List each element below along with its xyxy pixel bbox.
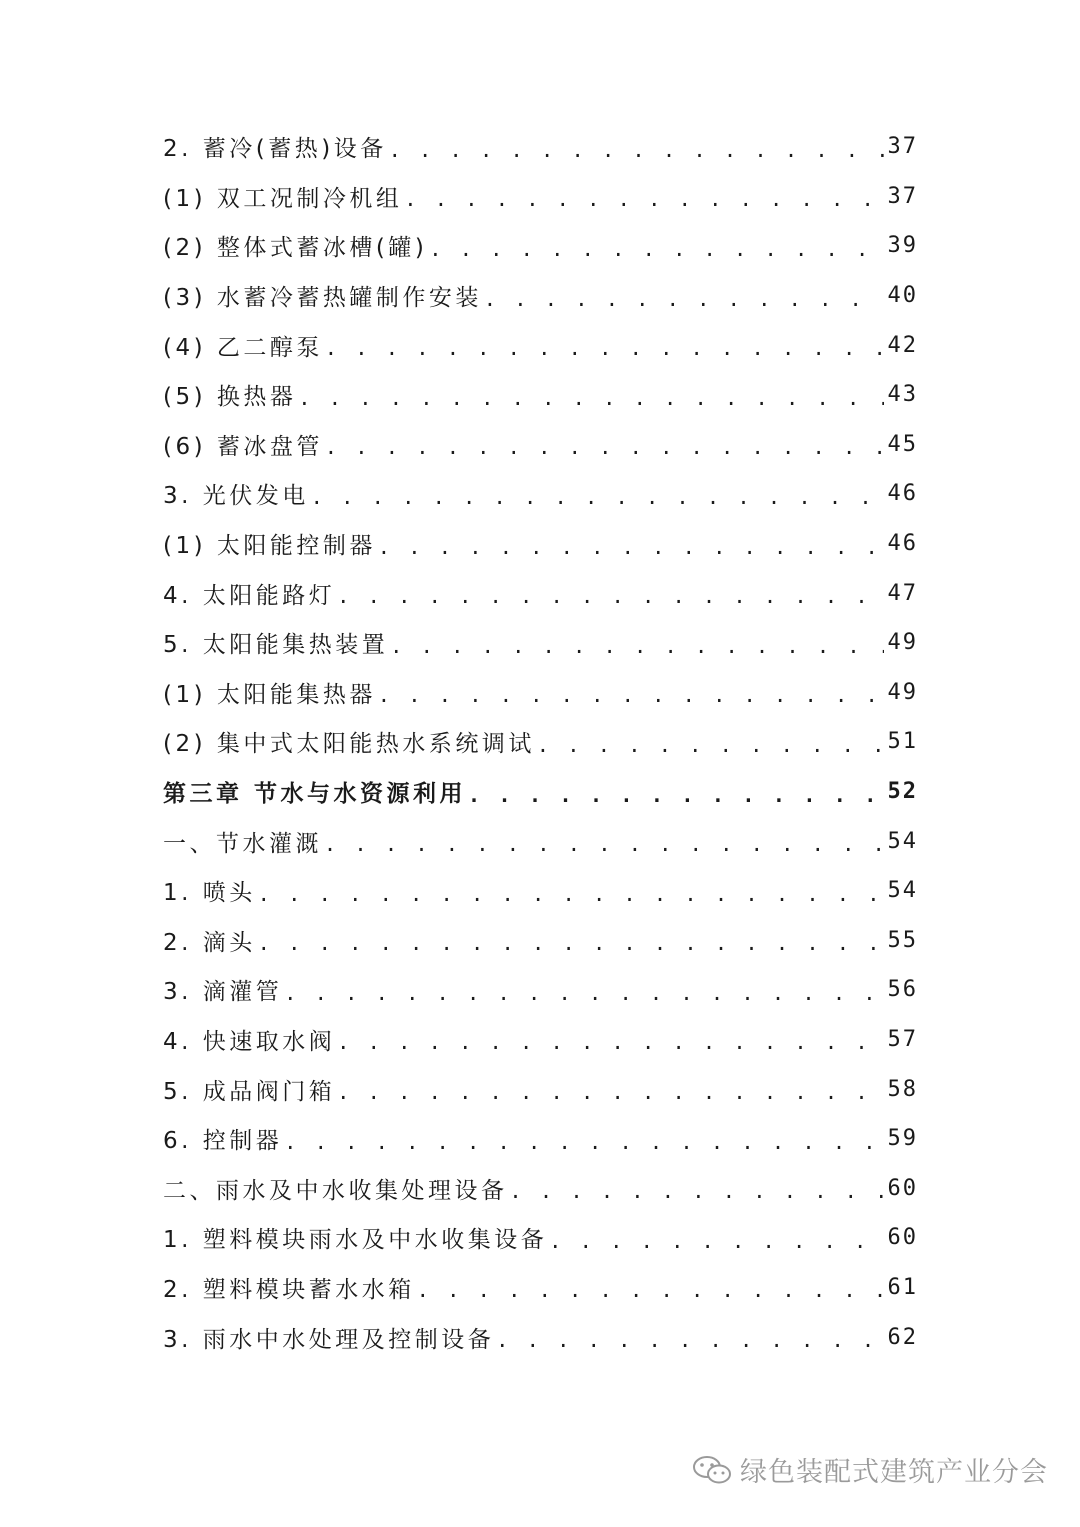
toc-page-number: 49 [887, 679, 918, 705]
toc-entry [163, 320, 918, 370]
toc-page-number: 52 [887, 779, 918, 805]
toc-page-number: 61 [887, 1274, 918, 1300]
dot-leader [496, 1328, 883, 1352]
dot-leader [537, 733, 884, 757]
dot-leader [389, 138, 884, 162]
toc-page-number: 46 [887, 481, 918, 507]
toc-page-number: 46 [887, 531, 918, 557]
toc-entry-title: 5. 成品阀门箱 [163, 1078, 336, 1105]
toc-entry [163, 1114, 918, 1164]
toc-page-number: 58 [887, 1076, 918, 1102]
dot-leader [468, 783, 883, 807]
toc-entry [163, 1213, 918, 1263]
dot-leader [324, 832, 884, 856]
toc-entry [163, 816, 918, 866]
toc-entry-title: (3) 水蓄冷蓄热罐制作安装 [163, 285, 482, 312]
toc-page-number: 57 [887, 1026, 918, 1052]
toc-page-number: 51 [887, 729, 918, 755]
dot-leader [549, 1229, 883, 1253]
toc-page-number: 37 [887, 134, 918, 160]
toc-entry-title: 6. 控制器 [163, 1128, 283, 1155]
dot-leader [404, 187, 883, 211]
toc-entry-title: 4. 快速取水阀 [163, 1028, 336, 1055]
toc-page-number: 60 [887, 1175, 918, 1201]
toc-page-number: 59 [887, 1126, 918, 1152]
toc-entry [163, 866, 918, 916]
watermark-text: 绿色装配式建筑产业分会 [740, 1457, 1048, 1488]
dot-leader [258, 931, 884, 955]
toc-entry-title: 第三章 节水与水资源利用 [163, 781, 467, 808]
toc-page-number: 56 [887, 977, 918, 1003]
toc-chapter-entry [163, 767, 918, 817]
toc-page-number: 42 [887, 332, 918, 358]
toc-entry-title: 5. 太阳能集热装置 [163, 632, 389, 659]
toc-entry-title: 一、节水灌溉 [163, 830, 322, 857]
toc-entry [163, 122, 918, 172]
toc-entry [163, 221, 918, 271]
toc-entry-title: 1. 塑料模块雨水及中水收集设备 [163, 1227, 548, 1254]
toc-entry-title: 2. 塑料模块蓄水水箱 [163, 1276, 415, 1303]
toc-entry [163, 1263, 918, 1313]
toc-entry-title: 2. 蓄冷(蓄热)设备 [163, 136, 387, 163]
wechat-icon [692, 1455, 732, 1485]
toc-entry-title: 3. 雨水中水处理及控制设备 [163, 1326, 495, 1353]
toc-page-number: 47 [887, 580, 918, 606]
toc-entry-title: (5) 换热器 [163, 384, 297, 411]
toc-entry-title: (1) 太阳能控制器 [163, 533, 376, 560]
toc-entry-title: 1. 喷头 [163, 880, 256, 907]
dot-leader [325, 435, 884, 459]
dot-leader [484, 287, 884, 311]
toc-entry [163, 1312, 918, 1362]
toc-entry-title: (1) 双工况制冷机组 [163, 185, 403, 212]
dot-leader [284, 981, 883, 1005]
dot-leader [337, 1080, 883, 1104]
toc-entry-title: 3. 滴灌管 [163, 979, 283, 1006]
dot-leader [337, 1030, 883, 1054]
toc-page-number: 43 [887, 382, 918, 408]
toc-page-number: 54 [887, 878, 918, 904]
toc-entry-title: (1) 太阳能集热器 [163, 681, 376, 708]
toc-entry [163, 370, 918, 420]
toc-entry-title: (6) 蓄冰盘管 [163, 433, 323, 460]
toc-entry [163, 1163, 918, 1213]
dot-leader [378, 535, 884, 559]
dot-leader [429, 237, 883, 261]
dot-leader [298, 386, 883, 410]
toc-entry [163, 172, 918, 222]
toc-page-number: 54 [887, 828, 918, 854]
toc-entry [163, 469, 918, 519]
toc-entry-title: (4) 乙二醇泵 [163, 334, 323, 361]
dot-leader [284, 1130, 883, 1154]
toc-page-number: 45 [887, 431, 918, 457]
dot-leader [325, 336, 884, 360]
toc-page-number: 60 [887, 1225, 918, 1251]
dot-leader [390, 634, 883, 658]
toc-page-number: 37 [887, 183, 918, 209]
toc-entry [163, 965, 918, 1015]
toc-entry-title: (2) 集中式太阳能热水系统调试 [163, 731, 535, 758]
toc-entry [163, 916, 918, 966]
toc-entry-title: 2. 滴头 [163, 929, 256, 956]
toc-entry [163, 618, 918, 668]
toc-page-number: 62 [887, 1324, 918, 1350]
toc-entry-title: (2) 整体式蓄冰槽(罐) [163, 235, 428, 262]
toc-entry-title: 二、雨水及中水收集处理设备 [163, 1177, 508, 1204]
dot-leader [311, 485, 884, 509]
dot-leader [258, 882, 884, 906]
toc-entry [163, 668, 918, 718]
toc-entry [163, 568, 918, 618]
toc-entry [163, 717, 918, 767]
watermark [692, 1450, 1048, 1489]
toc-entry [163, 1015, 918, 1065]
toc-entry-title: 4. 太阳能路灯 [163, 582, 336, 609]
dot-leader [378, 683, 884, 707]
table-of-contents [163, 122, 918, 1362]
toc-entry-title: 3. 光伏发电 [163, 483, 309, 510]
toc-entry [163, 271, 918, 321]
toc-page-number: 49 [887, 630, 918, 656]
dot-leader [337, 584, 883, 608]
toc-page-number: 39 [887, 233, 918, 259]
toc-entry [163, 1064, 918, 1114]
toc-entry [163, 420, 918, 470]
toc-page-number: 55 [887, 927, 918, 953]
toc-page-number: 40 [887, 283, 918, 309]
dot-leader [417, 1278, 884, 1302]
toc-entry [163, 519, 918, 569]
dot-leader [510, 1179, 884, 1203]
